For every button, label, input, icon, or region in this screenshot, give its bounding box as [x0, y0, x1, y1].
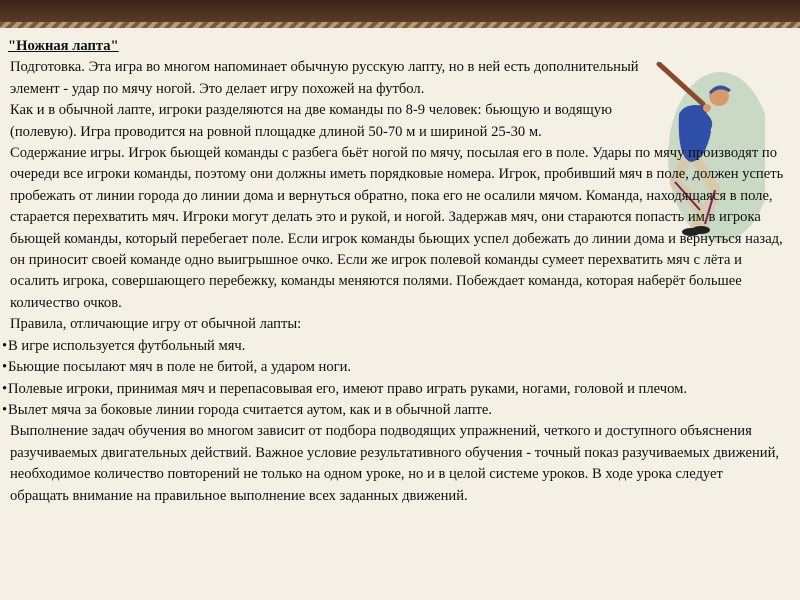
- slide: [0, 28, 800, 600]
- rule-item: • Бьющие посылают мяч в поле не битой, а ударом ноги.: [4, 357, 784, 378]
- rules-heading: Правила, отличающие игру от обычной лапты:: [10, 316, 302, 333]
- page-title: "Ножная лапта": [8, 38, 119, 54]
- slide-content: [4, 36, 784, 507]
- paragraph-game-content: Содержание игры. Игрок бьющей команды с разбега бьёт ногой по мячу, посылая его в поле. Удары по мячу производят по очереди все игроки команды, поэтому они должны иметь порядковые номера. Игрок, пробивший мяч в поле, должен успеть пробежать от линии города до линии дома и вернуться обратно, пока его не осалили мячом. Команда, находящаяся в поле, старается перехватить мяч. Игроки могут делать это и рукой, и ногой. Задержав мяч, они стараются попасть им в игрока бьющей команды, который перебегает поле. Если игрок команды бьющих успел добежать до линии дома и вернуться назад, он приносит своей команде одно выигрышное очко. Если же игрок полевой команды сумеет перехватить мяч с лёта и осалить игрока, совершающего перебежку, команды меняются полями. Побеждает команда, которая наберёт большее количество очков.: [10, 145, 784, 311]
- rule-item: • В игре используется футбольный мяч.: [4, 336, 784, 357]
- rule-item: • Полевые игроки, принимая мяч и перепасовывая его, имеют право играть руками, ногами, головой и плечом.: [4, 379, 784, 400]
- header-band: [0, 0, 800, 22]
- paragraph-teams: Как и в обычной лапте, игроки разделяются на две команды по 8-9 человек: бьющую и водящую (полевую). Игра проводится на ровной площадке длиной 50-70 м и шириной 25-30 м.: [10, 102, 612, 140]
- paragraph-preparation: Подготовка. Эта игра во многом напоминает обычную русскую лапту, но в ней есть дополнительный элемент - удар по мячу ногой. Это делает игру похожей на футбол.: [10, 59, 639, 97]
- paragraph-conclusion: Выполнение задач обучения во многом зависит от подбора подводящих упражнений, четкого и доступного объяснения разучиваемых двигательных действий. Важное условие результативного обучения - точный показ разучиваемых движений, необходимое количество повторений не только на одном уроке, но и в целой системе уроков. В ходе урока следует обращать внимание на правильное выполнение всех заданных движений.: [10, 423, 780, 504]
- rule-item: • Вылет мяча за боковые линии города считается аутом, как и в обычной лапте.: [4, 400, 784, 421]
